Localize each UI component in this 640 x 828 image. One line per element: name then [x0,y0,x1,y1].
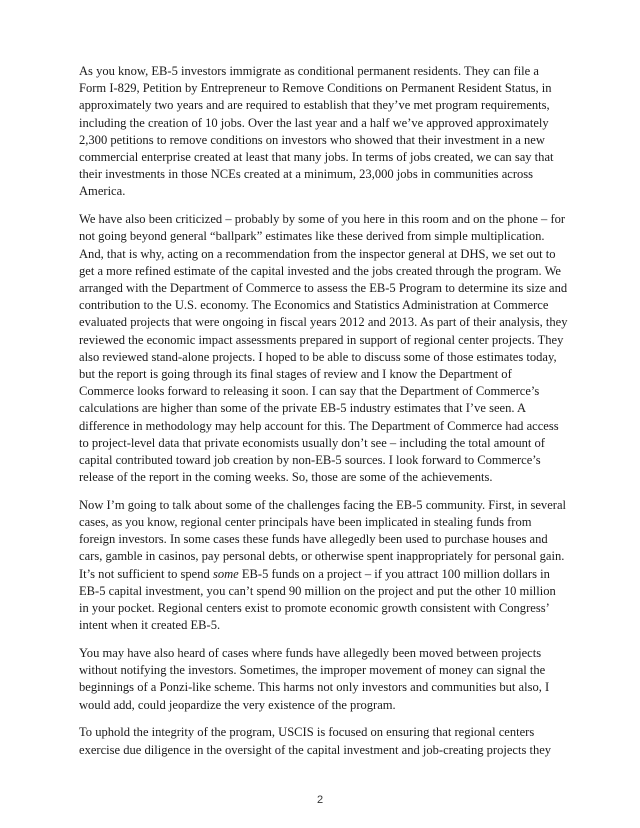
text-line: approximately two years and are required to establish that they’ve met program requirements, [79,98,550,113]
text-line: You may have also heard of cases where funds have allegedly been moved between projects [79,646,542,660]
text-line: It’s not sufficient to spend some EB-5 funds on a project – if you attract 100 million dollars in [79,566,550,581]
text-line: release of the report in the coming weeks. So, those are some of the achievements. [79,470,493,485]
page-number: 2 [316,794,324,806]
text-line: also reviewed stand-alone projects. I hoped to be able to discuss some of those estimates today, [79,349,557,364]
text-line: beginnings of a Ponzi-like scheme. This harms not only investors and communities but also, I [79,680,550,695]
paragraph-5 [79,724,591,758]
text-line: arranged with the Department of Commerce to assess the EB-5 Program to determine its size and [79,280,568,295]
text-line: would add, could jeopardize the very existence of the program. [79,697,396,712]
text-line: Now I’m going to talk about some of the challenges facing the EB-5 community. First, in several [79,497,567,512]
paragraph-1 [79,63,591,201]
emphasized-word: some [212,566,239,581]
text-line: contribution to the U.S. economy. The Economics and Statistics Administration at Commerce [79,298,549,313]
text-line: exercise due diligence in the oversight of the capital investment and job-creating projects they [79,742,552,757]
text-line: Form I-829, Petition by Entrepreneur to Remove Conditions on Permanent Resident Status, in [79,81,552,96]
document-body [79,63,591,769]
text-line: reviewed the economic impact assessments prepared in support of regional center projects. They [79,332,564,347]
text-line: capital contributed toward job creation by non-EB-5 sources. I look forward to Commerce’s [79,452,541,467]
text-line: intent when it created EB-5. [79,618,221,633]
text-line: We have also been criticized – probably by some of you here in this room and on the phone – for [79,212,566,227]
text-line: foreign investors. In some cases these funds have allegedly been used to purchase houses and [79,532,548,547]
paragraph-3 [79,497,591,635]
text-line: in your pocket. Regional centers exist to promote economic growth consistent with Congress’ [79,601,550,616]
text-line: commercial enterprise created at least that many jobs. In terms of jobs created, we can say that [79,150,554,165]
text-line: cases, as you know, regional center principals have been implicated in stealing funds from [79,515,532,530]
text-line: difference in methodology may help account for this. The Department of Commerce had access [79,418,559,433]
text-line: Commerce looks forward to releasing it soon. I can say that the Department of Commerce’s [79,384,540,399]
paragraph-2 [79,211,591,486]
text-line: As you know, EB-5 investors immigrate as conditional permanent residents. They can file a [79,64,539,78]
text-line: 2,300 petitions to remove conditions on investors who showed that their investment in a new [79,132,545,147]
text-line: evaluated projects that were ongoing in fiscal years 2012 and 2013. As part of their analysis, they [79,315,568,330]
text-line: without notifying the investors. Sometimes, the improper movement of money can signal the [79,663,546,678]
paragraph-4 [79,645,591,714]
text-line: but the report is going through its final stages of review and I know the Department of [79,366,512,381]
text-line: calculations are higher than some of the private EB-5 industry estimates that I’ve seen. A [79,401,527,416]
text-line: not going beyond general “ballpark” estimates like these derived from simple multiplication. [79,229,545,244]
text-line: To uphold the integrity of the program, USCIS is focused on ensuring that regional centers [79,725,535,740]
text-line: to project-level data that private economists usually don’t see – including the total amount of [79,435,545,450]
text-line: And, that is why, acting on a recommendation from the inspector general at DHS, we set out to [79,246,556,261]
text-line: America. [79,184,126,199]
text-line: their investments in those NCEs created at a minimum, 23,000 jobs in communities across [79,167,534,182]
text-line: including the creation of 10 jobs. Over the last year and a half we’ve approved approximately [79,115,549,130]
text-line: get a more refined estimate of the capital invested and the jobs created through the program. We [79,263,561,278]
text-line: EB-5 capital investment, you can’t spend 90 million on the project and put the other 10 million [79,583,556,598]
text-line: cars, gamble in casinos, pay personal debts, or otherwise spent inappropriately for personal gain. [79,549,565,564]
